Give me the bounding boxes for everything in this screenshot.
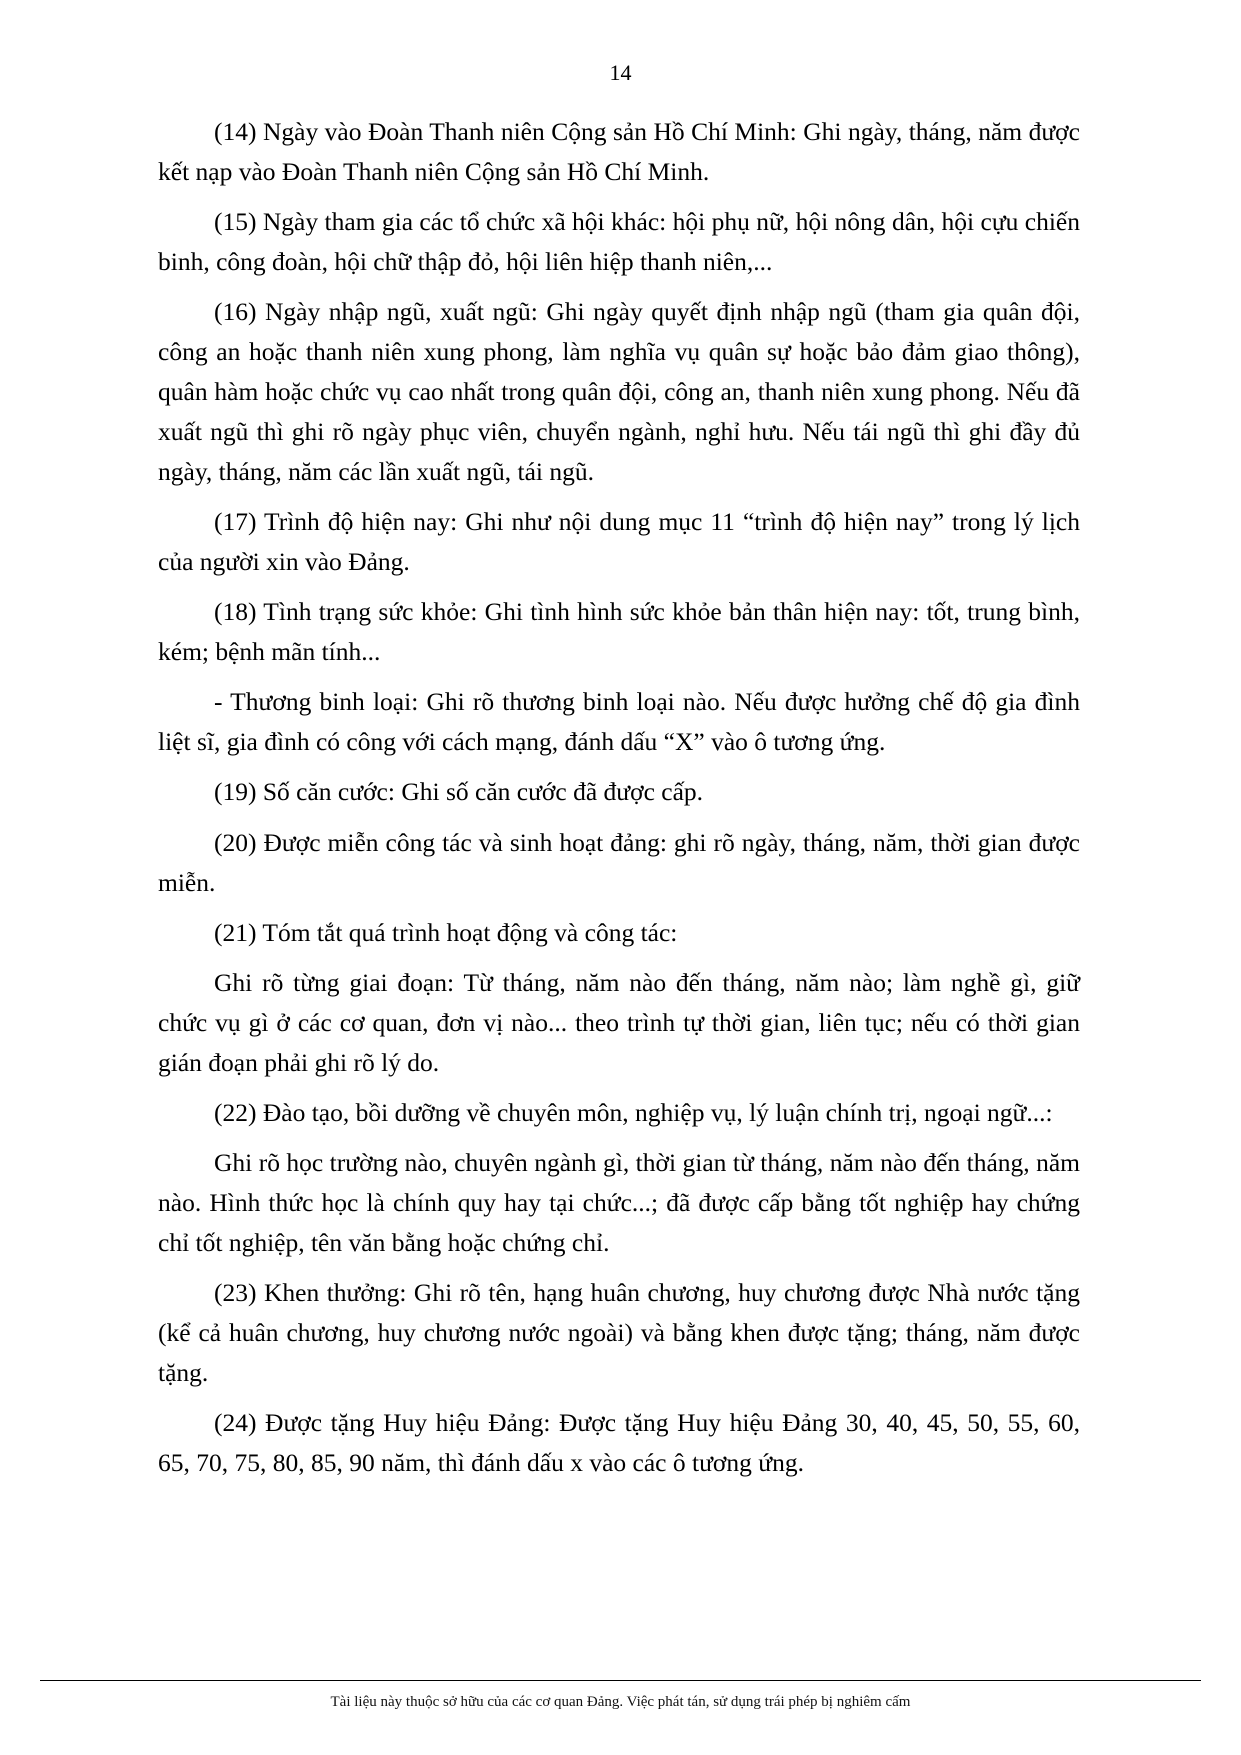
paragraph: (20) Được miễn công tác và sinh hoạt đảng: ghi rõ ngày, tháng, năm, thời gian được miễn. bbox=[158, 827, 1080, 897]
paragraph: - Thương binh loại: Ghi rõ thương binh loại nào. Nếu được hưởng chế độ gia đình liệt sĩ, gia đình có công với cách mạng, đánh dấu “X” vào ô tương ứng. bbox=[158, 687, 1080, 757]
paragraph: (17) Trình độ hiện nay: Ghi như nội dung mục 11 “trình độ hiện nay” trong lý lịch của người xin vào Đảng. bbox=[158, 507, 1080, 577]
footer-note: Tài liệu này thuộc sở hữu của các cơ quan Đảng. Việc phát tán, sử dụng trái phép bị nghiêm cấm bbox=[330, 1694, 911, 1710]
paragraph: Ghi rõ học trường nào, chuyên ngành gì, thời gian từ tháng, năm nào đến tháng, năm nào. Hình thức học là chính quy hay tại chức...; đã được cấp bằng tốt nghiệp hay chứng chỉ tốt nghiệp, tên văn bằng hoặc chứng chỉ. bbox=[158, 1147, 1080, 1257]
paragraph: (14) Ngày vào Đoàn Thanh niên Cộng sản Hồ Chí Minh: Ghi ngày, tháng, năm được kết nạp vào Đoàn Thanh niên Cộng sản Hồ Chí Minh. bbox=[158, 117, 1080, 187]
paragraph: Ghi rõ từng giai đoạn: Từ tháng, năm nào đến tháng, năm nào; làm nghề gì, giữ chức vụ gì ở các cơ quan, đơn vị nào... theo trình tự thời gian, liên tục; nếu có thời gian gián đoạn phải ghi rõ lý do. bbox=[158, 967, 1080, 1077]
paragraph: (15) Ngày tham gia các tổ chức xã hội khác: hội phụ nữ, hội nông dân, hội cựu chiến binh, công đoàn, hội chữ thập đỏ, hội liên hiệp thanh niên,... bbox=[158, 207, 1080, 277]
paragraph: (24) Được tặng Huy hiệu Đảng: Được tặng Huy hiệu Đảng 30, 40, 45, 50, 55, 60, 65, 70, 75, 80, 85, 90 năm, thì đánh dấu x vào các ô tương ứng. bbox=[158, 1407, 1080, 1477]
paragraph: (18) Tình trạng sức khỏe: Ghi tình hình sức khỏe bản thân hiện nay: tốt, trung bình, kém; bệnh mãn tính... bbox=[158, 597, 1080, 667]
document-body bbox=[158, 112, 1080, 1483]
footer-divider bbox=[40, 1680, 1201, 1681]
page-number: 14 bbox=[609, 60, 632, 85]
paragraph: (23) Khen thưởng: Ghi rõ tên, hạng huân chương, huy chương được Nhà nước tặng (kể cả huân chương, huy chương nước ngoài) và bằng khen được tặng; tháng, năm được tặng. bbox=[158, 1277, 1080, 1387]
paragraph: (16) Ngày nhập ngũ, xuất ngũ: Ghi ngày quyết định nhập ngũ (tham gia quân đội, công an hoặc thanh niên xung phong, làm nghĩa vụ quân sự hoặc bảo đảm giao thông), quân hàm hoặc chức vụ cao nhất trong quân đội, công an, thanh niên xung phong. Nếu đã xuất ngũ thì ghi rõ ngày phục viên, chuyển ngành, nghỉ hưu. Nếu tái ngũ thì ghi đầy đủ ngày, tháng, năm các lần xuất ngũ, tái ngũ. bbox=[158, 297, 1080, 487]
paragraph: (19) Số căn cước: Ghi số căn cước đã được cấp. bbox=[214, 777, 704, 807]
paragraph: (22) Đào tạo, bồi dưỡng về chuyên môn, nghiệp vụ, lý luận chính trị, ngoại ngữ...: bbox=[214, 1097, 1053, 1127]
paragraph: (21) Tóm tắt quá trình hoạt động và công tác: bbox=[214, 917, 678, 947]
